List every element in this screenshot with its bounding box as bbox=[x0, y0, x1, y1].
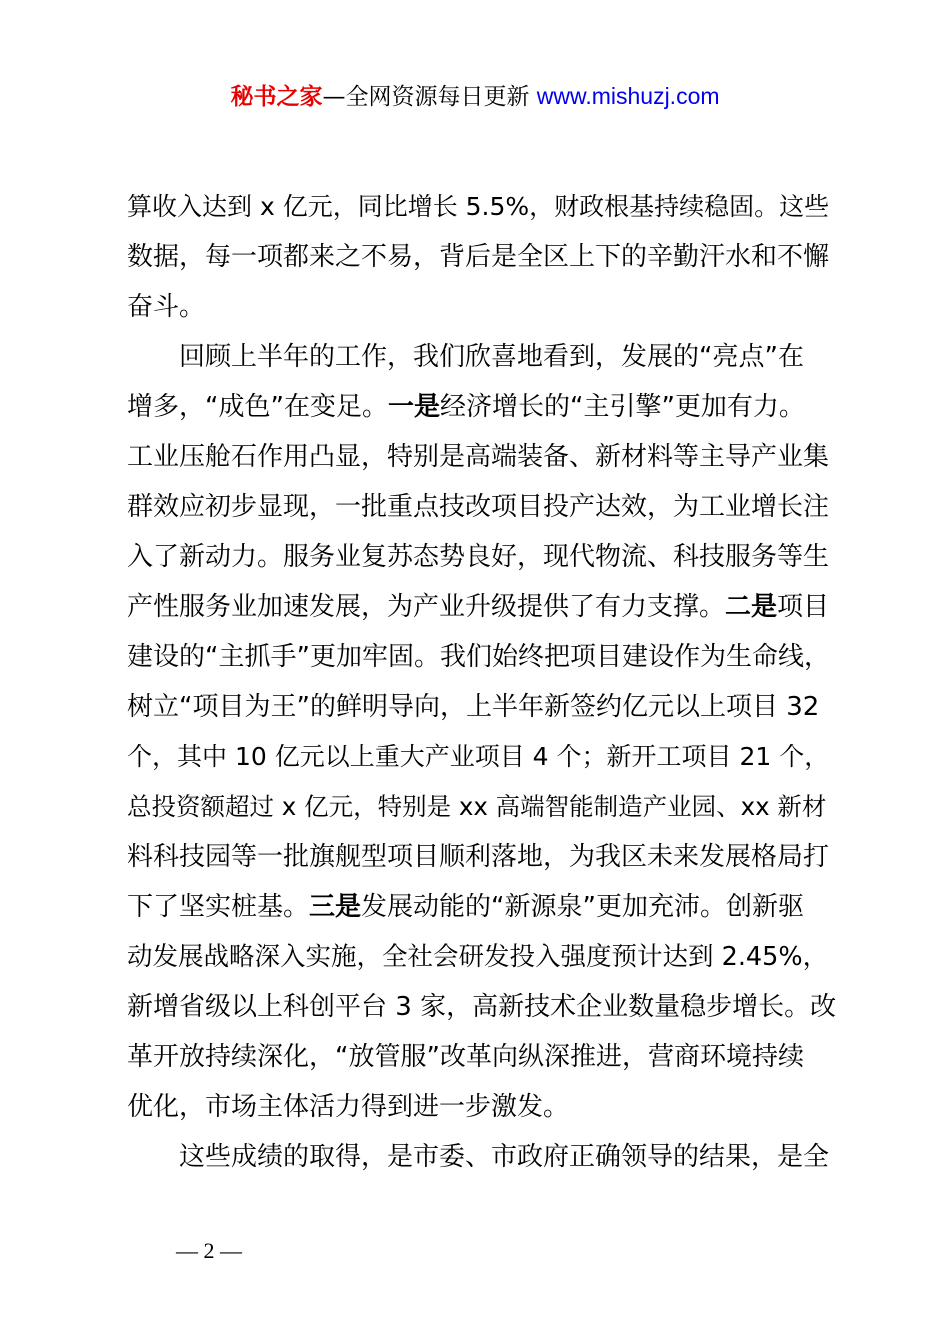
document-body bbox=[127, 182, 837, 1182]
text-line: 动发展战略深入实施，全社会研发投入强度预计达到 2.45%， bbox=[127, 942, 829, 972]
text-line: 新增省级以上科创平台 3 家，高新技术企业数量稳步增长。改 bbox=[127, 992, 837, 1022]
text-line: 优化，市场主体活力得到进一步激发。 bbox=[127, 1092, 570, 1122]
site-url-link[interactable]: www.mishuzj.com bbox=[536, 83, 720, 109]
bold-marker: 二是 bbox=[725, 592, 778, 622]
bold-marker: 三是 bbox=[309, 892, 362, 922]
paragraph-start-line: 回顾上半年的工作，我们欣喜地看到，发展的“亮点”在 bbox=[179, 342, 804, 372]
bold-marker: 一是 bbox=[387, 392, 440, 422]
site-header bbox=[0, 80, 950, 113]
text-line: 增多，“成色”在变足。一是经济增长的“主引擎”更加有力。 bbox=[127, 392, 805, 422]
page-number: — 2 — bbox=[176, 1238, 242, 1263]
text-line: 群效应初步显现，一批重点技改项目投产达效，为工业增长注 bbox=[127, 492, 830, 522]
text-line: 树立“项目为王”的鲜明导向，上半年新签约亿元以上项目 32 bbox=[127, 692, 820, 722]
text-line: 入了新动力。服务业复苏态势良好，现代物流、科技服务等生 bbox=[127, 542, 830, 572]
text-line: 产性服务业加速发展，为产业升级提供了有力支撑。二是项目 bbox=[127, 592, 830, 622]
site-slogan: —全网资源每日更新 bbox=[322, 84, 537, 110]
text-line: 革开放持续深化，“放管服”改革向纵深推进，营商环境持续 bbox=[127, 1042, 804, 1072]
text-line: 总投资额超过 x 亿元，特别是 xx 高端智能制造产业园、xx 新材 bbox=[127, 792, 827, 821]
text-line: 料科技园等一批旗舰型项目顺利落地，为我区未来发展格局打 bbox=[127, 842, 830, 872]
text-line: 个，其中 10 亿元以上重大产业项目 4 个；新开工项目 21 个， bbox=[127, 742, 830, 771]
site-brand: 秘书之家 bbox=[230, 84, 323, 110]
text-line: 奋斗。 bbox=[127, 292, 206, 322]
text-line: 算收入达到 x 亿元，同比增长 5.5%，财政根基持续稳固。这些 bbox=[127, 192, 830, 221]
text-line: 数据，每一项都来之不易，背后是全区上下的辛勤汗水和不懈 bbox=[127, 242, 830, 272]
text-line: 下了坚实桩基。三是发展动能的“新源泉”更加充沛。创新驱 bbox=[127, 892, 804, 922]
text-line: 建设的“主抓手”更加牢固。我们始终把项目建设作为生命线， bbox=[127, 642, 830, 672]
text-line: 工业压舱石作用凸显，特别是高端装备、新材料等主导产业集 bbox=[127, 442, 830, 472]
paragraph-start-line: 这些成绩的取得，是市委、市政府正确领导的结果，是全 bbox=[179, 1142, 830, 1172]
